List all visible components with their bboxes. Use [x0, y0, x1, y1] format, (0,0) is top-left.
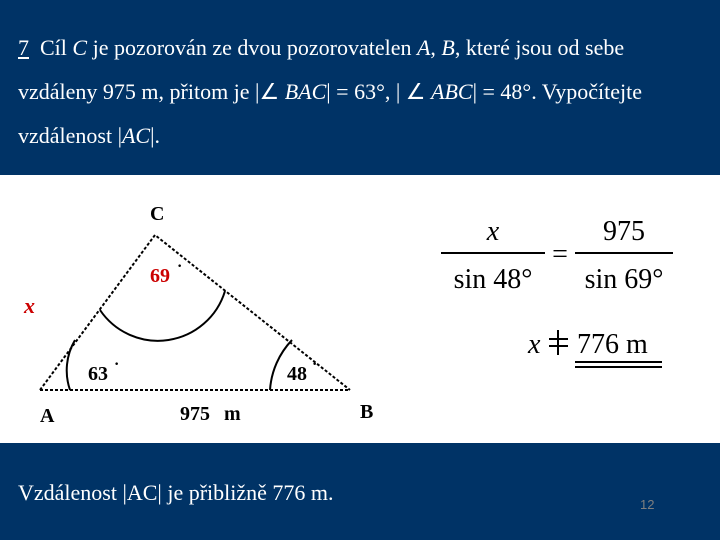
- approx-equals-icon: [549, 330, 568, 355]
- side-x-label: x: [24, 293, 35, 318]
- vertex-c-label: C: [150, 203, 165, 225]
- result-variable: x: [528, 329, 541, 360]
- fraction-left-numerator: x: [486, 216, 500, 247]
- fraction-right-numerator: 975: [603, 216, 645, 247]
- angle-abc: ABC: [431, 79, 473, 104]
- vertex-a-label: A: [40, 405, 55, 427]
- problem-text-3: ,: [430, 35, 442, 60]
- angle-b-label: 48: [287, 363, 307, 385]
- problem-text-4: , které jsou od sebe vzdáleny 975 m, přitom je |: [18, 35, 625, 104]
- equals-sign: =: [552, 239, 568, 270]
- angle-arc-a: [67, 340, 75, 390]
- page-number: 12: [640, 497, 655, 512]
- problem-text-5: | = 63°, |: [326, 79, 406, 104]
- vertex-b-label: B: [360, 401, 374, 423]
- base-length-value: 975: [180, 403, 210, 425]
- angle-bac: BAC: [284, 79, 327, 104]
- var-c: C: [72, 35, 88, 60]
- problem-statement: [18, 26, 708, 158]
- problem-text-7: |.: [150, 123, 161, 148]
- problem-text-2: je pozorován ze dvou pozorovatelen: [87, 35, 417, 60]
- segment-ac: AC: [121, 123, 151, 148]
- problem-text-1: Cíl: [40, 35, 73, 60]
- angle-c-label: 69: [150, 265, 170, 287]
- figure-area: [0, 175, 720, 443]
- angle-symbol: ∠: [405, 79, 432, 104]
- fraction-left-denominator: sin 48°: [453, 264, 533, 295]
- angle-symbol: ∠: [259, 79, 285, 104]
- answer-text: Vzdálenost |AC| je přibližně 776 m.: [18, 480, 334, 505]
- angle-c-degree: ·: [177, 258, 183, 275]
- fraction-right-denominator: sin 69°: [584, 264, 664, 295]
- angle-a-label: 63: [88, 363, 108, 385]
- problem-text-6: | = 48°. Vypočítejte vzdálenost |: [18, 79, 642, 148]
- var-b: B: [441, 35, 455, 60]
- var-a: A: [416, 35, 431, 60]
- angle-a-degree: ·: [114, 356, 120, 373]
- angle-arc-c: [100, 291, 225, 341]
- result-value: 776 m: [577, 329, 648, 360]
- problem-number: 7: [18, 35, 29, 60]
- angle-b-degree: ·: [312, 356, 318, 373]
- base-length-unit: m: [224, 403, 241, 425]
